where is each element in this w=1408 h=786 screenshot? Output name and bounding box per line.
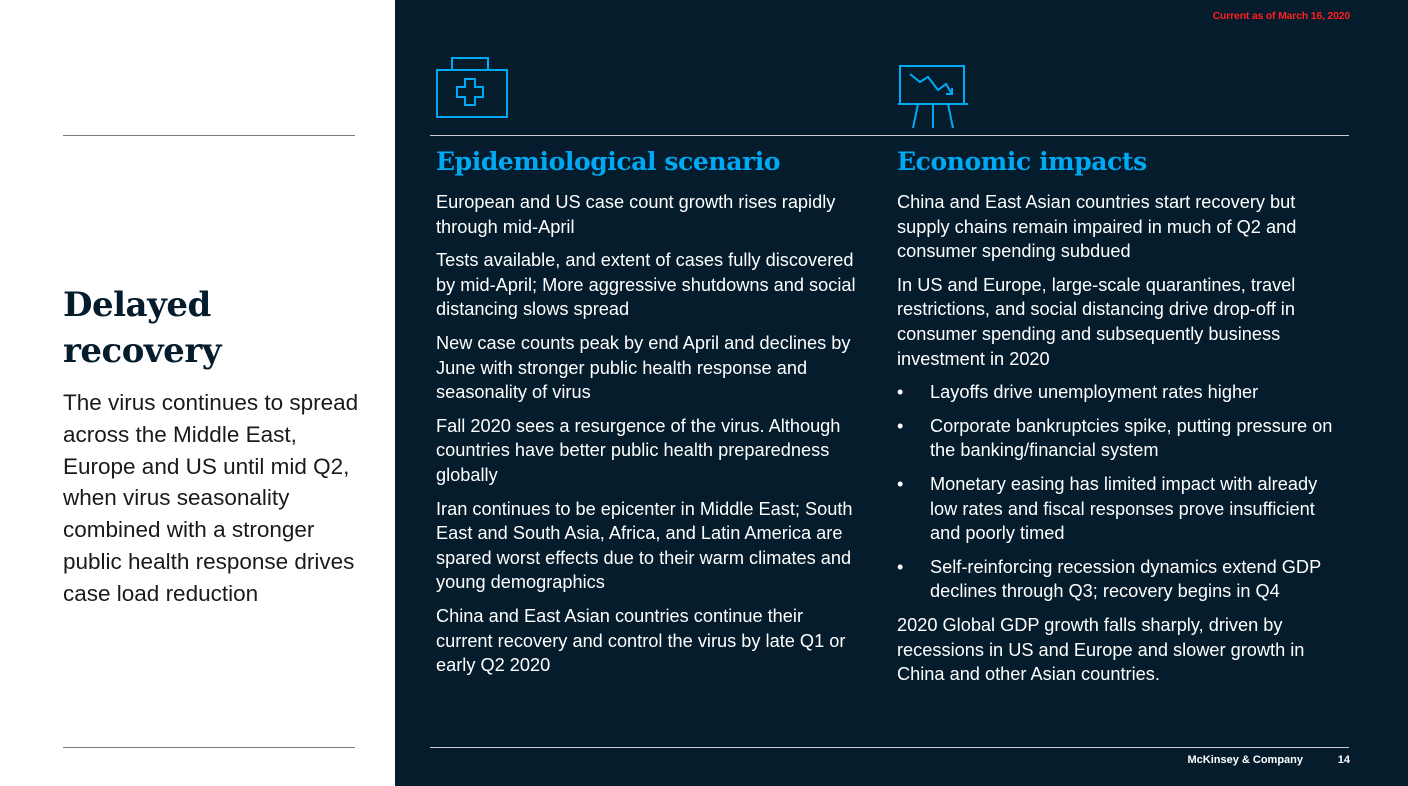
left-panel [0,0,395,786]
date-stamp: Current as of March 16, 2020 [1212,10,1350,22]
slide-description: The virus continues to spread across the Middle East, Europe and US until mid Q2, when virus seasonality combined with a stronger public health response drives case load reduction [63,390,359,606]
bullet-text: Layoffs drive unemployment rates higher [930,382,1259,403]
bullet-item [897,555,1337,604]
epidemiological-paragraph: Tests available, and extent of cases fully discovered by mid-April; More aggressive shutdowns and social distancing slows spread [436,250,856,320]
epidemiological-column [436,144,856,687]
declining-chart-easel-icon [896,64,970,135]
economic-title: Economic impacts [897,147,1147,176]
bullet-item [897,380,1337,405]
divider-bottom-right [430,747,1349,748]
right-panel [395,0,1408,786]
epidemiological-title: Epidemiological scenario [436,147,781,176]
bullet-text: Monetary easing has limited impact with already low rates and fiscal responses prove insufficient and poorly timed [930,473,1318,544]
first-aid-kit-icon [435,56,509,125]
divider-bottom-left [63,747,355,748]
bullet-item [897,414,1337,463]
economic-paragraph: In US and Europe, large-scale quarantines, travel restrictions, and social distancing drive drop-off in consumer spending and subsequently business investment in 2020 [897,274,1296,369]
slide-title: Delayed recovery [63,285,221,371]
bullet-text: Corporate bankruptcies spike, putting pressure on the banking/financial system [930,415,1333,461]
economic-bullet-list [897,380,1337,604]
epidemiological-paragraph: European and US case count growth rises rapidly through mid-April [436,192,836,237]
bullet-marker: • [897,473,904,494]
economic-paragraph: China and East Asian countries start recovery but supply chains remain impaired in much of Q2 and consumer spending subdued [897,192,1297,262]
economic-column [897,144,1337,696]
epidemiological-paragraph: Fall 2020 sees a resurgence of the virus. Although countries have better public health preparedness globally [436,415,841,485]
bullet-marker: • [897,556,904,577]
bullet-marker: • [897,415,904,436]
epidemiological-paragraph: China and East Asian countries continue their current recovery and control the virus by late Q1 or early Q2 2020 [436,605,846,676]
epidemiological-paragraph: Iran continues to be epicenter in Middle East; South East and South Asia, Africa, and Latin America are spared worst effects due to their warm climates and young demographics [436,498,853,593]
divider-top-left [63,135,355,136]
bullet-item [897,472,1337,546]
epidemiological-paragraph: New case counts peak by end April and declines by June with stronger public health response and seasonality of virus [436,332,851,403]
economic-closing-paragraph: 2020 Global GDP growth falls sharply, driven by recessions in US and Europe and slower growth in China and other Asian countries. [897,614,1305,685]
bullet-marker: • [897,382,904,403]
footer-brand: McKinsey & Company [1187,754,1303,766]
bullet-text: Self-reinforcing recession dynamics extend GDP declines through Q3; recovery begins in Q4 [930,556,1321,602]
page-number: 14 [1337,754,1350,766]
divider-top-right [430,135,1349,136]
